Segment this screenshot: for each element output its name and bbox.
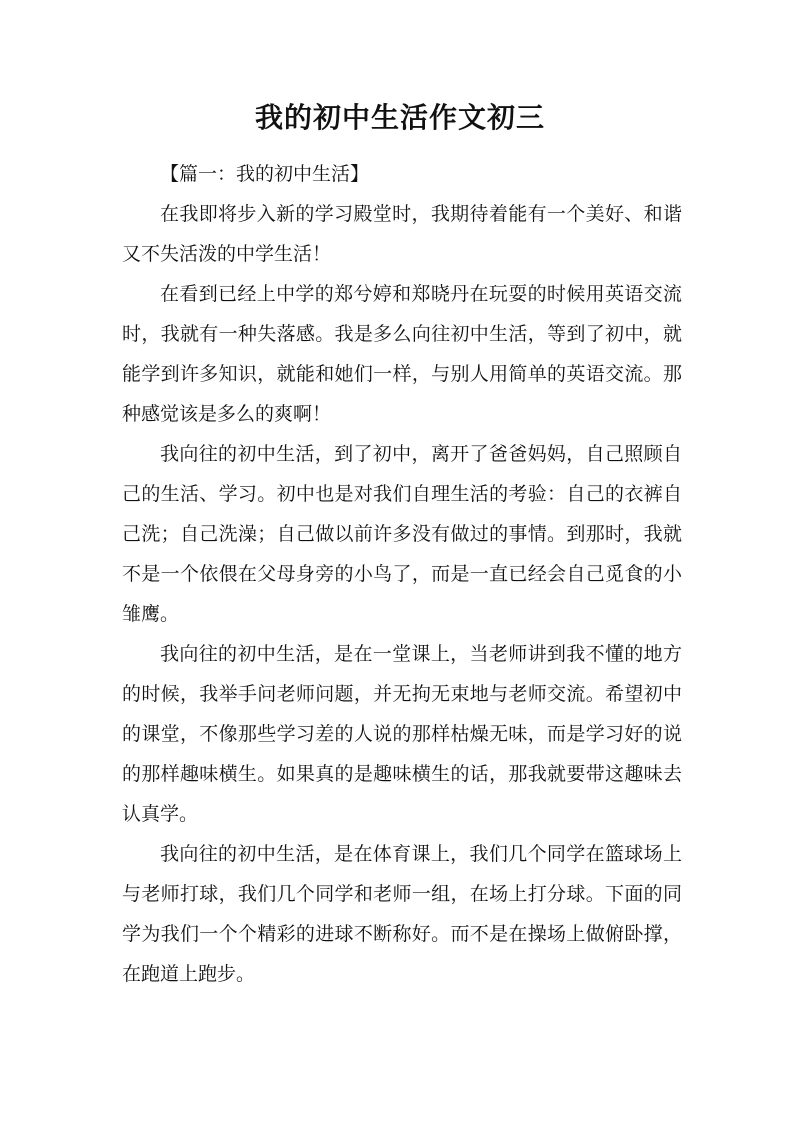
paragraph-5: 我向往的初中生活，是在体育课上，我们几个同学在篮球场上与老师打球，我们几个同学和老师一组，在场上打分球。下面的同学为我们一个个精彩的进球不断称好。而不是在操场上做俯卧撑，在跑道上跑步。	[122, 843, 682, 985]
section-label: 【篇一：我的初中生活】	[160, 163, 370, 185]
paragraph-2: 在看到已经上中学的郑兮婷和郑晓丹在玩耍的时候用英语交流时，我就有一种失落感。我是多么向往初中生活，等到了初中，就能学到许多知识，就能和她们一样，与别人用简单的英语交流。那种感觉该是多么的爽啊！	[122, 283, 682, 425]
paragraph-1: 在我即将步入新的学习殿堂时，我期待着能有一个美好、和谐又不失活泼的中学生活！	[122, 203, 682, 265]
document-title: 我的初中生活作文初三	[254, 101, 545, 134]
paragraph-4: 我向往的初中生活，是在一堂课上，当老师讲到我不懂的地方的时候，我举手问老师问题，并无拘无束地与老师交流。希望初中的课堂，不像那些学习差的人说的那样枯燥无味，而是学习好的说的那样趣味横生。如果真的是趣味横生的话，那我就要带这趣味去认真学。	[122, 643, 682, 825]
paragraph-3: 我向往的初中生活，到了初中，离开了爸爸妈妈，自己照顾自己的生活、学习。初中也是对我们自理生活的考验：自己的衣裤自己洗；自己洗澡；自己做以前许多没有做过的事情。到那时，我就不是一个依偎在父母身旁的小鸟了，而是一直已经会自己觅食的小雏鹰。	[122, 443, 682, 625]
document-body	[122, 154, 682, 994]
